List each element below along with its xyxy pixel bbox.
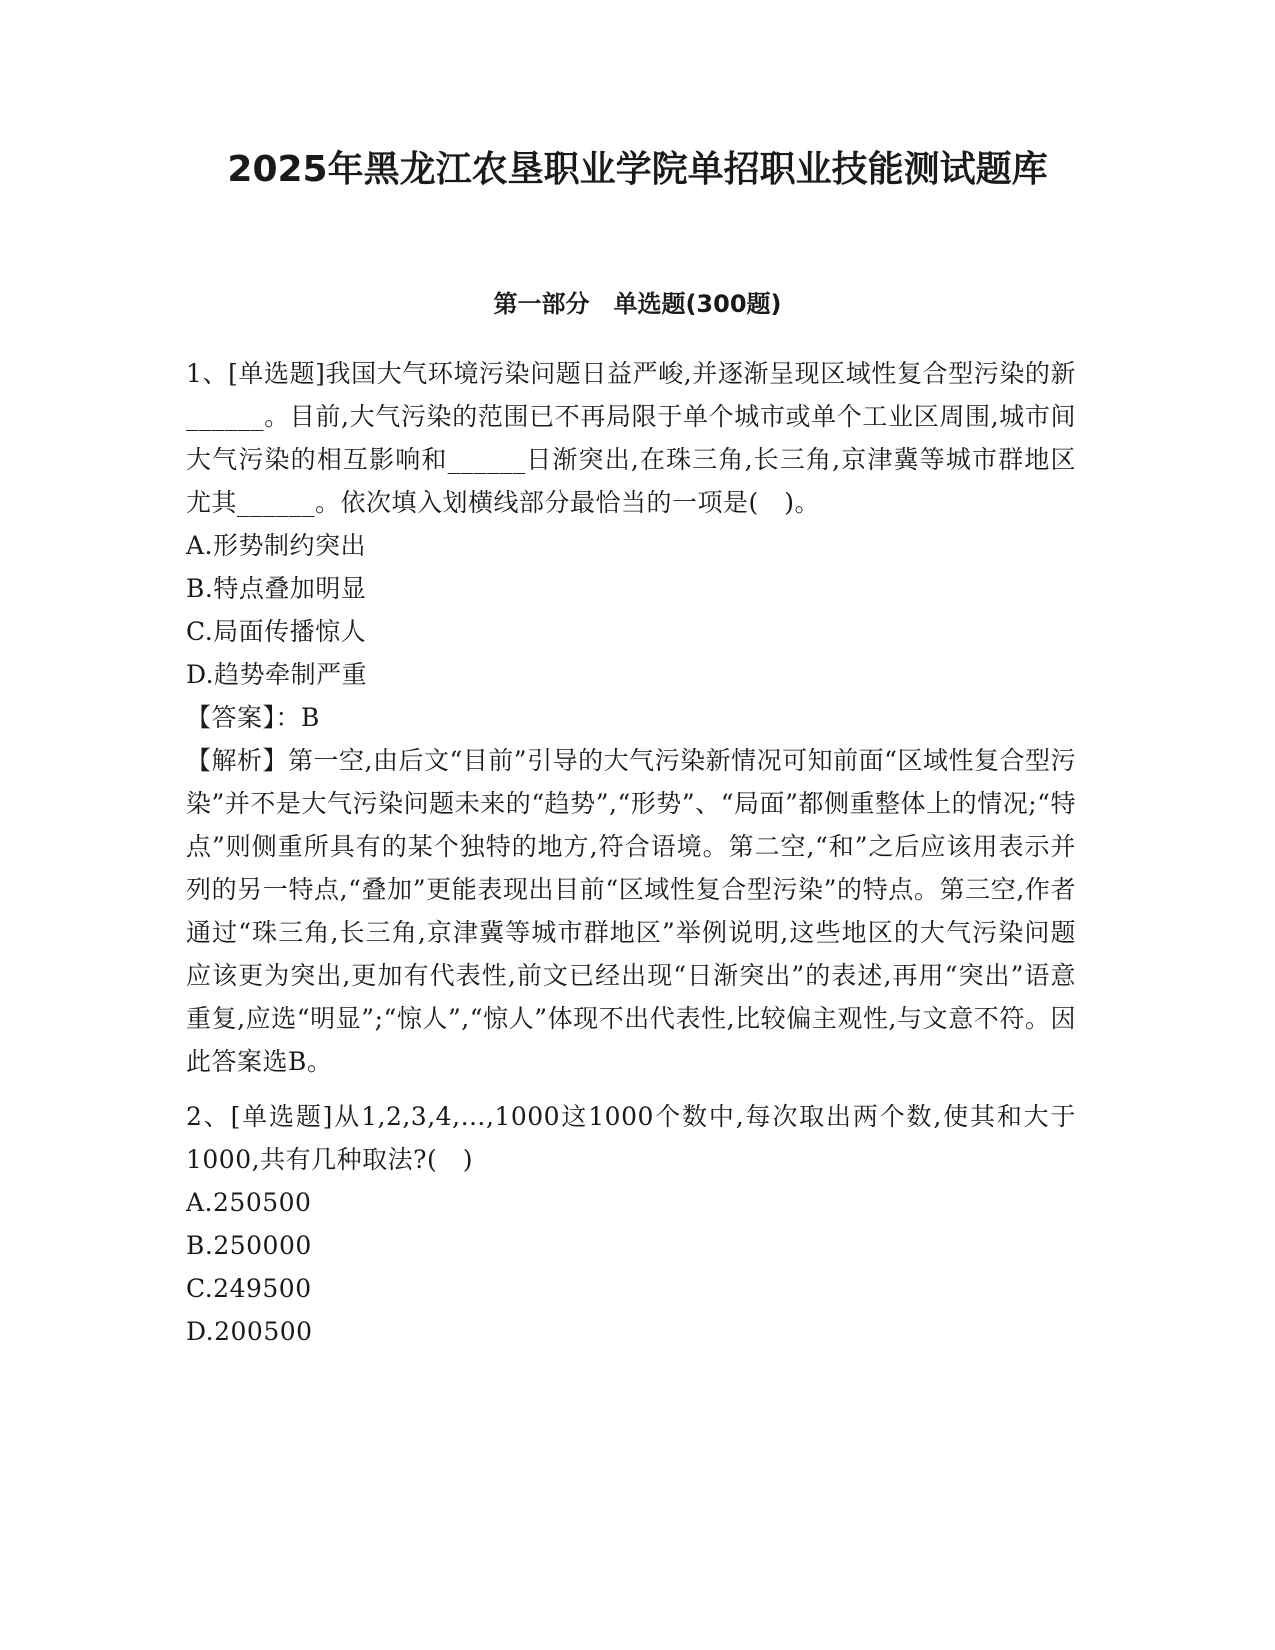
option-a: A.250500 xyxy=(186,1188,312,1217)
option-b: B.250000 xyxy=(186,1231,312,1260)
option-b: B.特点叠加明显 xyxy=(186,574,367,603)
question-stem: 1、[单选题]我国大气环境污染问题日益严峻,并逐渐呈现区域性复合型污染的新______。目前,大气污染的范围已不再局限于单个城市或单个工业区周围,城市间大气污染的相互影响和______日渐突出,在珠三角,长三角,京津冀等城市群地区尤其______。依次填入划横线部分最恰当的一项是( )。 xyxy=(186,359,1076,517)
question-list xyxy=(186,352,1076,1365)
option-a: A.形势制约突出 xyxy=(186,531,367,560)
analysis-text: 【解析】第一空,由后文“目前”引导的大气污染新情况可知前面“区域性复合型污染”并不是大气污染问题未来的“趋势”,“形势”、“局面”都侧重整体上的情况;“特点”则侧重所具有的某个独特的地方,符合语境。第二空,“和”之后应该用表示并列的另一特点,“叠加”更能表现出目前“区域性复合型污染”的特点。第三空,作者通过“珠三角,长三角,京津冀等城市群地区”举例说明,这些地区的大气污染问题应该更为突出,更加有代表性,前文已经出现“日渐突出”的表述,再用“突出”语意重复,应选“明显”;“惊人”,“惊人”体现不出代表性,比较偏主观性,与文意不符。因此答案选B。 xyxy=(186,746,1076,1076)
question-2 xyxy=(186,1095,1076,1353)
option-d: D.200500 xyxy=(186,1317,313,1346)
answer-line: 【答案】：B xyxy=(186,703,320,732)
question-1 xyxy=(186,352,1076,1083)
section-title: 第一部分 单选题(300题) xyxy=(493,290,782,318)
document-title: 2025年黑龙江农垦职业学院单招职业技能测试题库 xyxy=(227,149,1048,190)
option-c: C.249500 xyxy=(186,1274,312,1303)
option-d: D.趋势牵制严重 xyxy=(186,660,368,689)
question-stem: 2、[单选题]从1,2,3,4,…,1000这1000个数中,每次取出两个数,使其和大于1000,共有几种取法?( ) xyxy=(186,1102,1076,1174)
option-c: C.局面传播惊人 xyxy=(186,617,367,646)
